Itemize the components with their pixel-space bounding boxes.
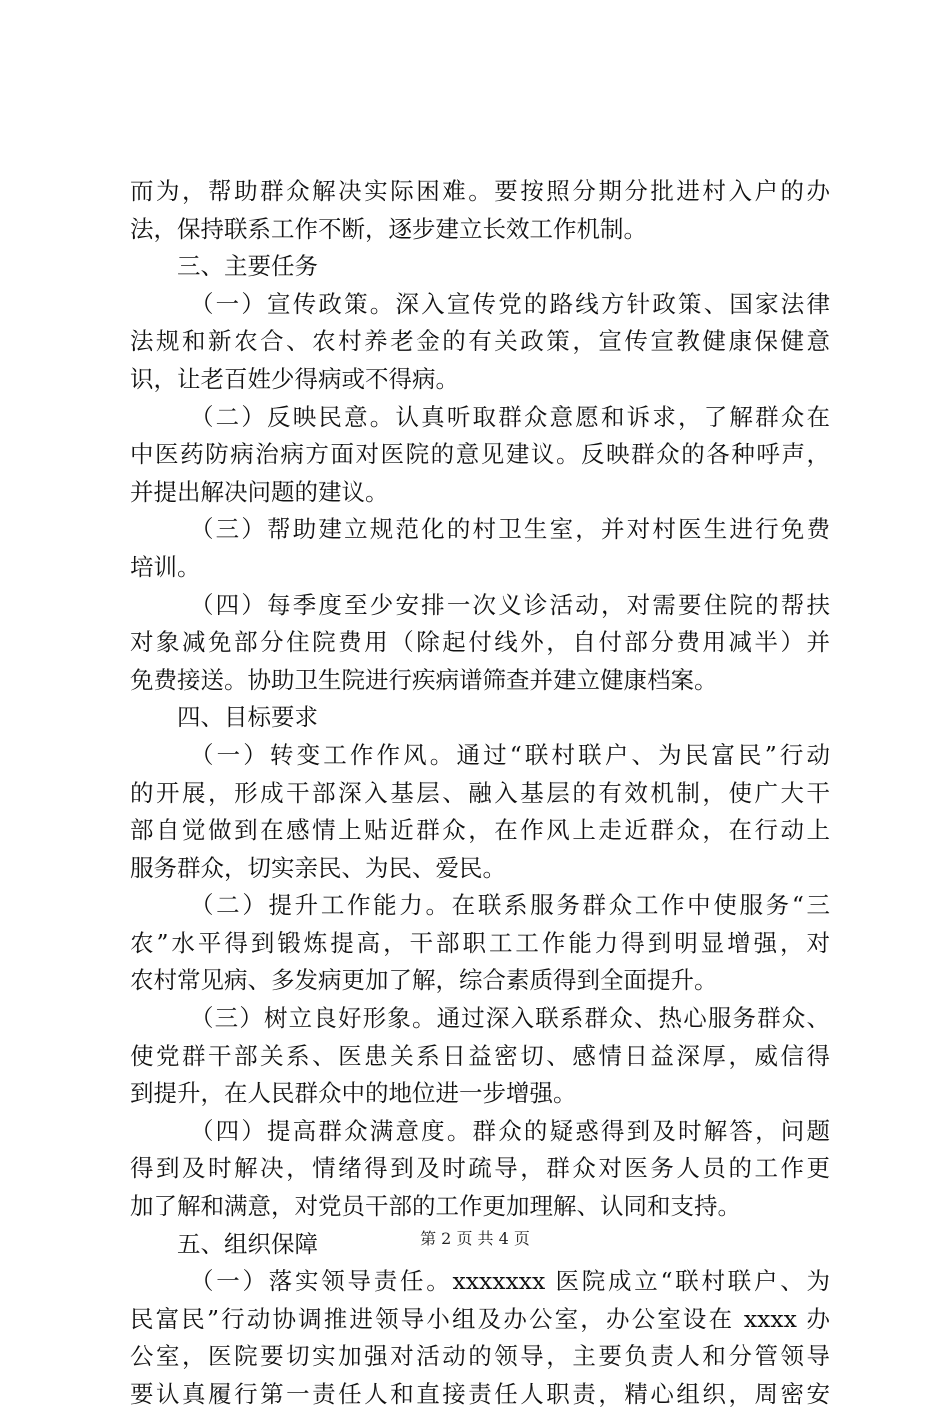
document-body bbox=[130, 173, 830, 1414]
text-line: （四）提高群众满意度。群众的疑惑得到及时解答，问题 bbox=[190, 1116, 830, 1145]
text-line: 使党群干部关系、医患关系日益密切、感情日益深厚，威信得 bbox=[130, 1041, 830, 1070]
page-number-footer: 第 2 页 共 4 页 bbox=[420, 1229, 530, 1248]
text-line: 并提出解决问题的建议。 bbox=[130, 477, 389, 506]
text-line: 法，保持联系工作不断，逐步建立长效工作机制。 bbox=[130, 214, 647, 243]
text-line: （一）转变工作作风。通过“联村联户、为民富民”行动 bbox=[190, 740, 830, 769]
text-line: 得到及时解决，情绪得到及时疏导，群众对医务人员的工作更 bbox=[130, 1154, 830, 1183]
text-line: （四）每季度至少安排一次义诊活动，对需要住院的帮扶 bbox=[190, 590, 830, 619]
text-line: 培训。 bbox=[130, 552, 201, 581]
text-line: 服务群众，切实亲民、为民、爱民。 bbox=[130, 853, 506, 882]
text-line: 部自觉做到在感情上贴近群众，在作风上走近群众，在行动上 bbox=[130, 816, 830, 845]
text-line: 而为，帮助群众解决实际困难。要按照分期分批进村入户的办 bbox=[130, 177, 830, 205]
text-line: 对象减免部分住院费用（除起付线外，自付部分费用减半）并 bbox=[130, 628, 830, 657]
text-line: 公室，医院要切实加强对活动的领导，主要负责人和分管领导 bbox=[130, 1342, 830, 1371]
text-line: 到提升，在人民群众中的地位进一步增强。 bbox=[130, 1079, 577, 1108]
text-line: 加了解和满意，对党员干部的工作更加理解、认同和支持。 bbox=[130, 1192, 741, 1221]
text-line: （三）帮助建立规范化的村卫生室，并对村医生进行免费 bbox=[190, 515, 830, 544]
section-heading: 五、组织保障 bbox=[177, 1229, 318, 1258]
text-line: （三）树立良好形象。通过深入联系群众、热心服务群众、 bbox=[190, 1004, 830, 1033]
text-line: 法规和新农合、农村养老金的有关政策，宣传宣教健康保健意 bbox=[130, 327, 830, 356]
text-line: 免费接送。协助卫生院进行疾病谱筛查并建立健康档案。 bbox=[130, 665, 718, 694]
text-line: （二）反映民意。认真听取群众意愿和诉求，了解群众在 bbox=[190, 402, 830, 431]
text-line: 农”水平得到锻炼提高，干部职工工作能力得到明显增强，对 bbox=[130, 928, 830, 957]
text-line: 民富民”行动协调推进领导小组及办公室，办公室设在 xxxx 办 bbox=[130, 1304, 830, 1333]
text-line: （一）落实领导责任。xxxxxxx 医院成立“联村联户、为 bbox=[190, 1267, 830, 1296]
text-line: 识，让老百姓少得病或不得病。 bbox=[130, 364, 459, 393]
text-line: （二）提升工作能力。在联系服务群众工作中使服务“三 bbox=[190, 891, 830, 920]
text-line: 中医药防病治病方面对医院的意见建议。反映群众的各种呼声， bbox=[130, 440, 830, 469]
text-line: 的开展，形成干部深入基层、融入基层的有效机制，使广大干 bbox=[130, 778, 830, 807]
text-line: 要认真履行第一责任人和直接责任人职责，精心组织，周密安 bbox=[130, 1380, 830, 1408]
text-line: （一）宣传政策。深入宣传党的路线方针政策、国家法律 bbox=[190, 289, 830, 318]
text-line: 农村常见病、多发病更加了解，综合素质得到全面提升。 bbox=[130, 966, 718, 995]
section-heading: 四、目标要求 bbox=[177, 703, 318, 732]
section-heading: 三、主要任务 bbox=[177, 252, 318, 281]
